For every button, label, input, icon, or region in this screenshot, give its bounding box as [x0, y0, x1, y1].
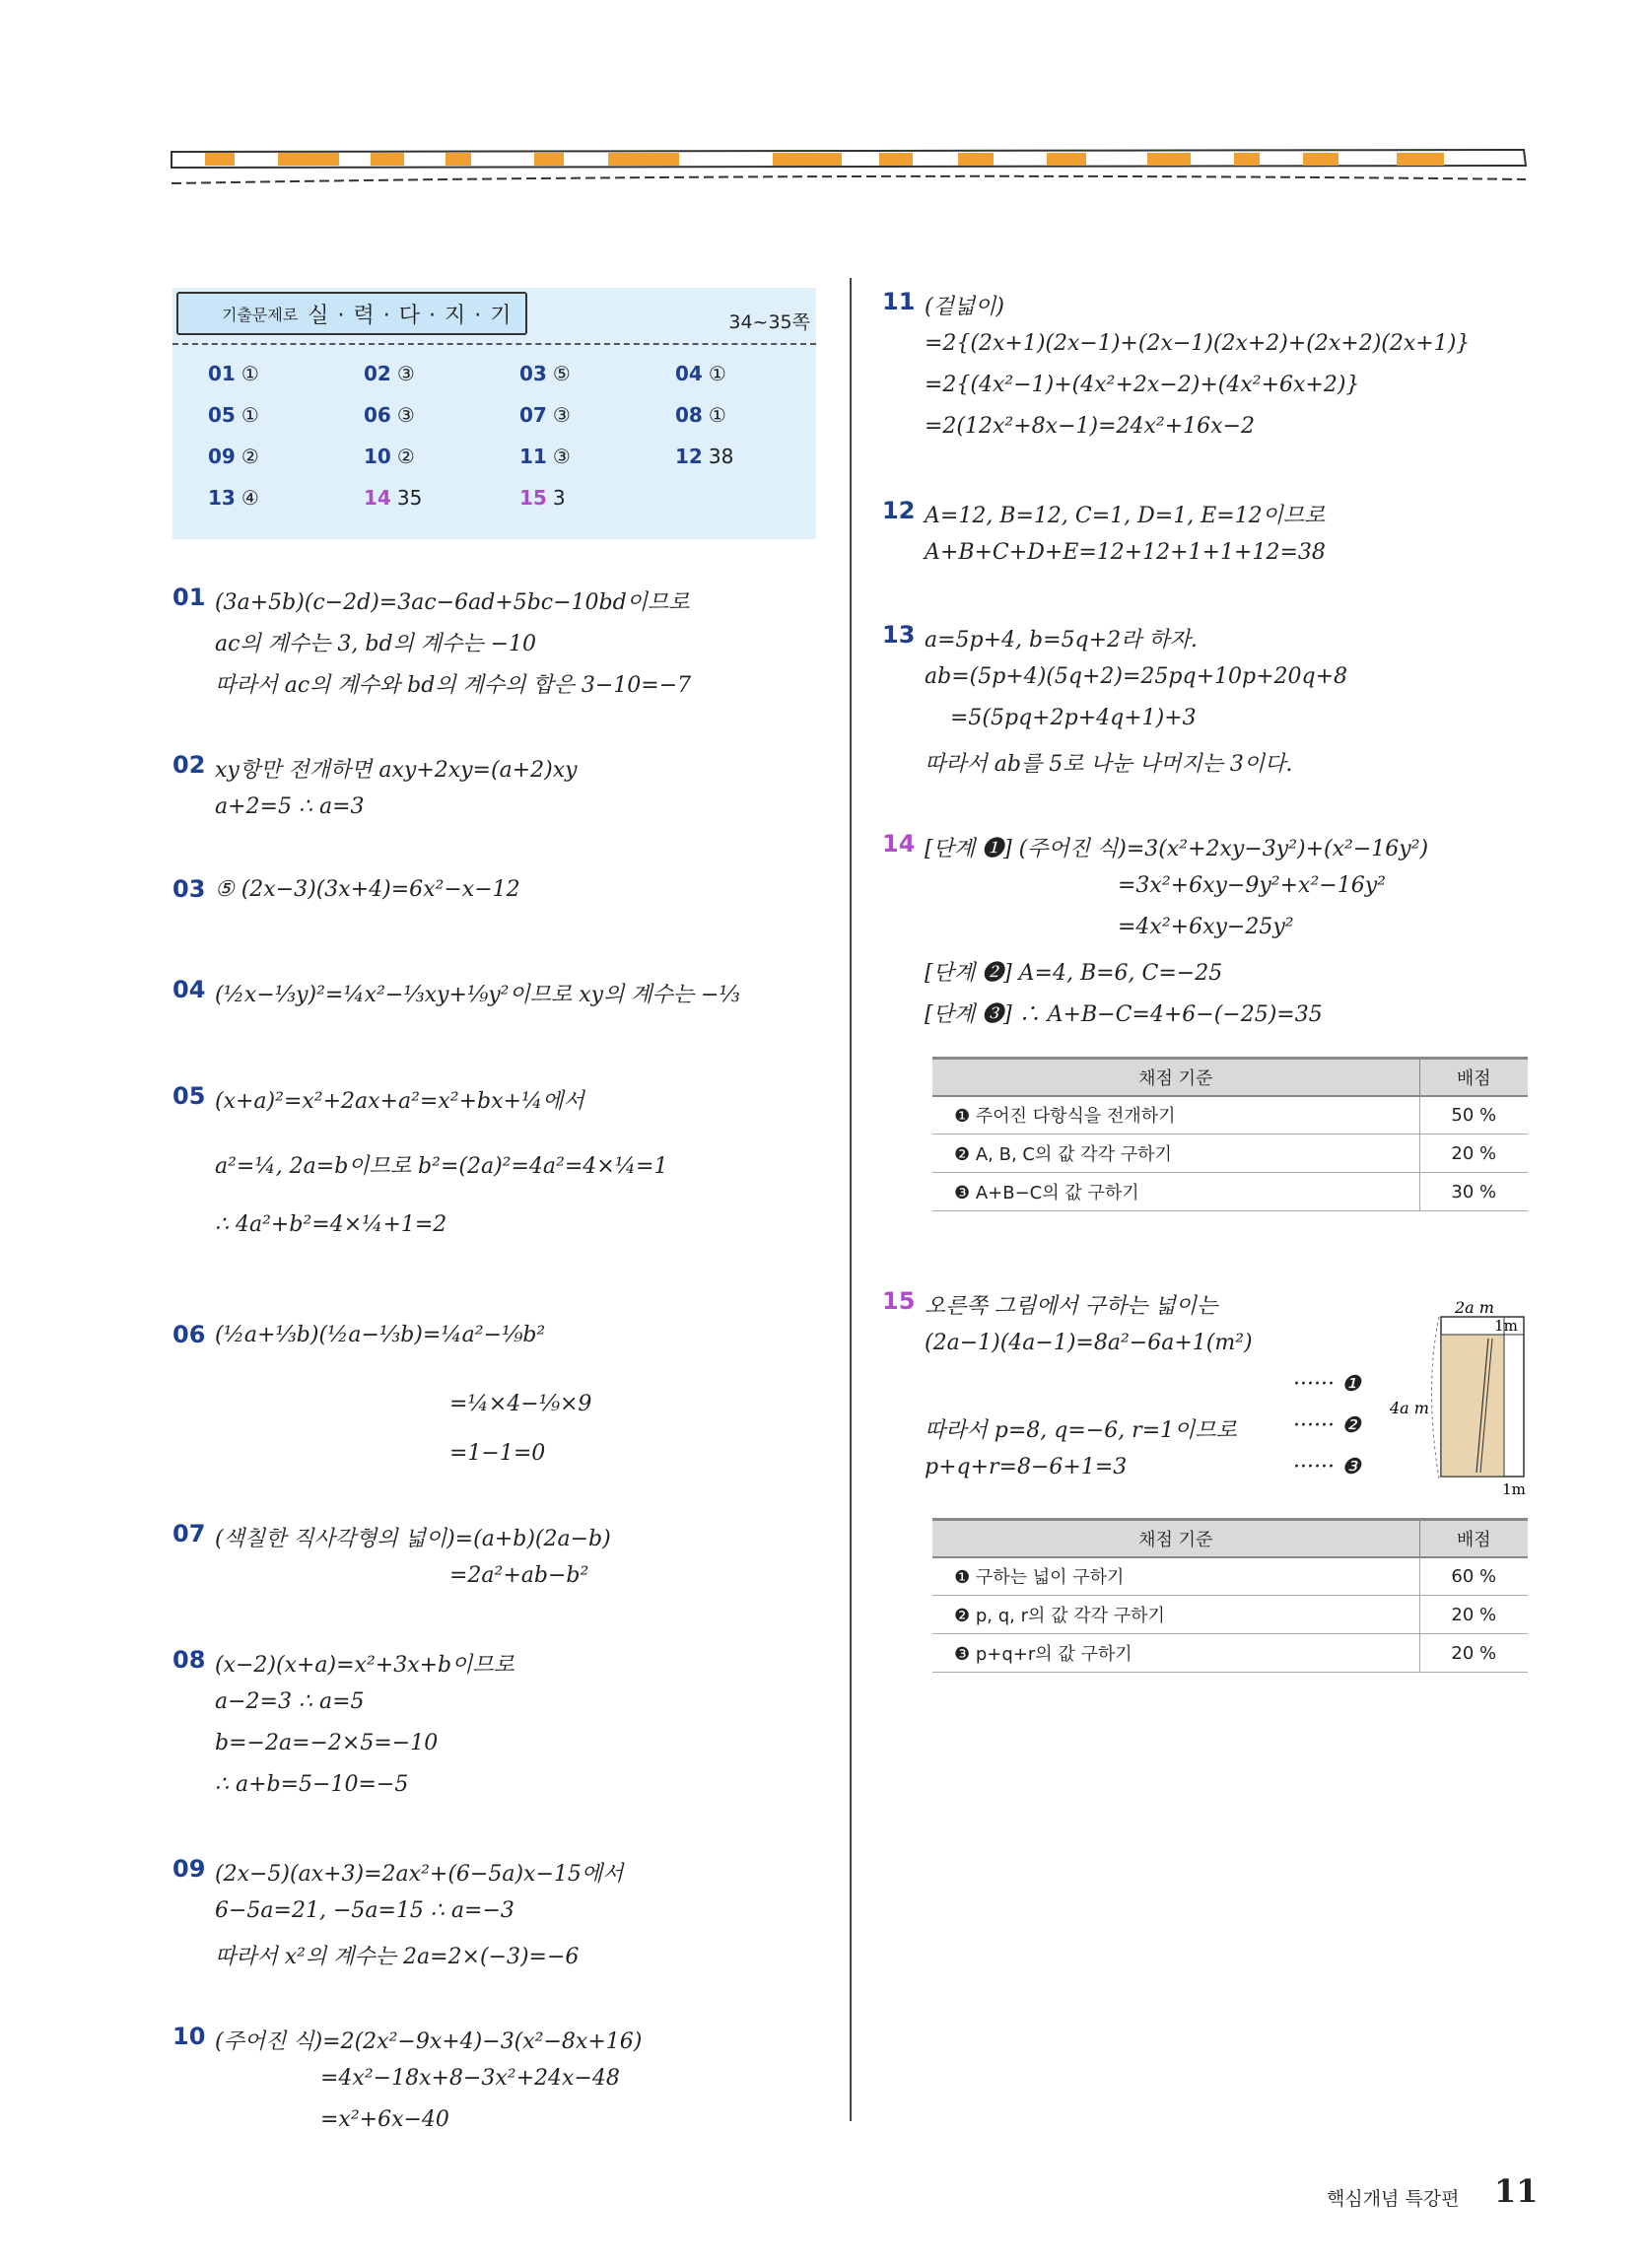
- problem-06-line2: =¼×4−⅑×9: [449, 1392, 592, 1416]
- problem-07-line2: =2a²+ab−b²: [449, 1563, 589, 1588]
- answer-key-label-big: 실 · 력 · 다 · 지 · 기: [308, 303, 513, 328]
- problem-05-line1: (x+a)²=x²+2ax+a²=x²+bx+¼에서: [215, 1089, 584, 1114]
- problem-number: 12: [882, 497, 916, 524]
- answer-number: 11: [519, 445, 547, 468]
- problem-15-line3: 따라서 p=8, q=−6, r=1이므로: [925, 1418, 1237, 1443]
- table-row: [932, 1173, 1528, 1211]
- answer-item: [519, 403, 571, 427]
- problem-14-line1: [단계 ❶] (주어진 식)=3(x²+2xy−3y²)+(x²−16y²): [925, 837, 1429, 861]
- answer-item: [675, 445, 733, 468]
- problem-13-line3: =5(5pq+2p+4q+1)+3: [950, 706, 1197, 730]
- answer-value: ①: [708, 403, 726, 427]
- problem-11-line2: =2{(2x+1)(2x−1)+(2x−1)(2x+2)+(2x+2)(2x+1)}: [925, 331, 1471, 356]
- answer-value: ③: [396, 403, 415, 427]
- problem-05-line3: ∴ 4a²+b²=4×¼+1=2: [215, 1212, 447, 1237]
- answer-value: ①: [240, 403, 259, 427]
- footer-label: 핵심개념 특강편: [1327, 2188, 1460, 2210]
- answer-item: [364, 403, 415, 427]
- answer-item: [519, 445, 571, 468]
- rectangle-figure: [1390, 1299, 1528, 1496]
- answer-value: ⑤: [552, 362, 571, 385]
- answer-number: 08: [675, 403, 703, 427]
- fig-top-label: 2a m: [1455, 1299, 1494, 1317]
- problem-number: 09: [172, 1855, 206, 1883]
- answer-number: 03: [519, 362, 547, 385]
- criterion-cell: ❷ p, q, r의 값 각각 구하기: [932, 1596, 1419, 1634]
- problem-10-line1: (주어진 식)=2(2x²−9x+4)−3(x²−8x+16): [215, 2029, 643, 2054]
- table-row: [932, 1596, 1528, 1634]
- problem-02-line1: xy항만 전개하면 axy+2xy=(a+2)xy: [215, 758, 578, 783]
- problem-08-line3: b=−2a=−2×5=−10: [215, 1731, 439, 1755]
- problem-09-line2: 6−5a=21, −5a=15 ∴ a=−3: [215, 1898, 515, 1923]
- problem-01-line3: 따라서 ac의 계수와 bd의 계수의 합은 3−10=−7: [215, 673, 692, 698]
- criterion-cell: ❸ A+B−C의 값 구하기: [932, 1173, 1419, 1211]
- answer-value: ③: [552, 403, 571, 427]
- problem-15-marker2: ······ ❷: [1293, 1413, 1361, 1438]
- problem-08-line4: ∴ a+b=5−10=−5: [215, 1772, 409, 1797]
- problem-15-line1: 오른쪽 그림에서 구하는 넓이는: [925, 1294, 1218, 1319]
- problem-number: 13: [882, 621, 916, 649]
- problem-06-line3: =1−1=0: [449, 1441, 546, 1466]
- problem-number: 04: [172, 976, 206, 1003]
- answer-key-title: [176, 292, 527, 335]
- criterion-cell: ❶ 구하는 넓이 구하기: [932, 1557, 1419, 1596]
- answer-item: [519, 362, 571, 385]
- problem-08-line2: a−2=3 ∴ a=5: [215, 1689, 365, 1714]
- answer-key-label-small: 기출문제로: [222, 305, 299, 324]
- problem-10-line3: =x²+6x−40: [320, 2107, 449, 2132]
- problem-01-line1: (3a+5b)(c−2d)=3ac−6ad+5bc−10bd이므로: [215, 590, 690, 615]
- problem-03-line1: ⑤ (2x−3)(3x+4)=6x²−x−12: [215, 877, 520, 902]
- answer-number: 02: [364, 362, 391, 385]
- answer-item: [208, 445, 259, 468]
- problem-15-line2: (2a−1)(4a−1)=8a²−6a+1(m²): [925, 1331, 1253, 1355]
- answer-value: ①: [708, 362, 726, 385]
- answer-number: 07: [519, 403, 547, 427]
- problem-number: 05: [172, 1082, 206, 1110]
- answer-value: 3: [552, 486, 566, 510]
- answer-number: 10: [364, 445, 391, 468]
- problem-11-line1: (겉넓이): [925, 295, 1004, 319]
- table-row: [932, 1096, 1528, 1134]
- answer-value: ③: [396, 362, 415, 385]
- column-divider: [850, 278, 852, 2121]
- problem-13-line1: a=5p+4, b=5q+2라 하자.: [925, 628, 1198, 653]
- table-row: [932, 1134, 1528, 1173]
- answer-item: [364, 486, 422, 510]
- problem-12-line1: A=12, B=12, C=1, D=1, E=12이므로: [925, 504, 1326, 528]
- problem-14-line4: [단계 ❷] A=4, B=6, C=−25: [925, 961, 1223, 986]
- answer-value: 35: [396, 486, 423, 510]
- problem-number: 11: [882, 288, 916, 315]
- answer-value: 38: [708, 445, 734, 468]
- points-cell: 30 %: [1419, 1173, 1528, 1211]
- fig-inner-label: 1m: [1494, 1317, 1518, 1335]
- problem-14-line3: =4x²+6xy−25y²: [1118, 915, 1294, 939]
- problem-01-line2: ac의 계수는 3, bd의 계수는 −10: [215, 632, 537, 656]
- answer-item: [208, 403, 259, 427]
- scoring-table-15: [932, 1518, 1528, 1673]
- fig-bottom-label: 1m: [1502, 1480, 1526, 1496]
- shaded-region: [1441, 1335, 1504, 1477]
- answer-number: 13: [208, 486, 236, 510]
- problem-15-line4: p+q+r=8−6+1=3: [925, 1455, 1128, 1479]
- problem-number: 02: [172, 751, 206, 779]
- answer-key-box: [172, 288, 816, 539]
- problem-number: 15: [882, 1287, 916, 1315]
- problem-14-line5: [단계 ❸] ∴ A+B−C=4+6−(−25)=35: [925, 1002, 1323, 1027]
- answer-number: 04: [675, 362, 703, 385]
- answer-number: 14: [364, 486, 391, 510]
- problem-number: 06: [172, 1321, 206, 1348]
- header-decoration: [170, 144, 1528, 193]
- answer-item: [208, 362, 259, 385]
- problem-12-line2: A+B+C+D+E=12+12+1+1+12=38: [925, 540, 1326, 565]
- answer-number: 09: [208, 445, 236, 468]
- answer-value: ②: [396, 445, 415, 468]
- answer-number: 12: [675, 445, 703, 468]
- page-number: 11: [1494, 2172, 1539, 2210]
- answer-value: ④: [240, 486, 259, 510]
- answer-key-pages: 34~35쪽: [728, 311, 810, 333]
- criterion-cell: ❶ 주어진 다항식을 전개하기: [932, 1096, 1419, 1134]
- problem-10-line2: =4x²−18x+8−3x²+24x−48: [320, 2066, 620, 2091]
- criterion-cell: ❸ p+q+r의 값 구하기: [932, 1634, 1419, 1673]
- fig-side-label: 4a m: [1390, 1399, 1429, 1417]
- answer-number: 01: [208, 362, 236, 385]
- problem-number: 14: [882, 830, 916, 858]
- problem-number: 08: [172, 1646, 206, 1674]
- answer-item: [208, 486, 259, 510]
- table-header: 채점 기준: [932, 1520, 1419, 1557]
- answer-item: [675, 403, 726, 427]
- problem-02-line2: a+2=5 ∴ a=3: [215, 794, 365, 819]
- scoring-table-14: [932, 1057, 1528, 1211]
- answer-item: [675, 362, 726, 385]
- problem-15-marker1: ······ ❶: [1293, 1372, 1361, 1397]
- table-row: [932, 1634, 1528, 1673]
- problem-13-line2: ab=(5p+4)(5q+2)=25pq+10p+20q+8: [925, 664, 1348, 689]
- problem-number: 03: [172, 875, 206, 903]
- points-cell: 60 %: [1419, 1557, 1528, 1596]
- problem-07-line1: (색칠한 직사각형의 넓이)=(a+b)(2a−b): [215, 1527, 611, 1551]
- answer-item: [519, 486, 566, 510]
- table-header: 배점: [1419, 1520, 1528, 1557]
- problem-number: 01: [172, 584, 206, 611]
- problem-06-line1: (½a+⅓b)(½a−⅓b)=¼a²−⅑b²: [215, 1323, 546, 1347]
- problem-14-line2: =3x²+6xy−9y²+x²−16y²: [1118, 873, 1386, 898]
- table-header: 채점 기준: [932, 1059, 1419, 1096]
- problem-13-line4: 따라서 ab를 5로 나눈 나머지는 3이다.: [925, 752, 1293, 777]
- table-header: 배점: [1419, 1059, 1528, 1096]
- answer-number: 15: [519, 486, 547, 510]
- table-row: [932, 1557, 1528, 1596]
- problem-09-line3: 따라서 x²의 계수는 2a=2×(−3)=−6: [215, 1945, 580, 1969]
- points-cell: 20 %: [1419, 1634, 1528, 1673]
- problem-number: 07: [172, 1520, 206, 1547]
- answer-value: ③: [552, 445, 571, 468]
- answer-number: 06: [364, 403, 391, 427]
- answer-value: ①: [240, 362, 259, 385]
- points-cell: 20 %: [1419, 1596, 1528, 1634]
- problem-11-line4: =2(12x²+8x−1)=24x²+16x−2: [925, 414, 1256, 439]
- points-cell: 20 %: [1419, 1134, 1528, 1173]
- criterion-cell: ❷ A, B, C의 값 각각 구하기: [932, 1134, 1419, 1173]
- problem-04-line1: (½x−⅓y)²=¼x²−⅓xy+⅑y²이므로 xy의 계수는 −⅓: [215, 983, 740, 1007]
- problem-15-marker3: ······ ❸: [1293, 1455, 1361, 1479]
- answer-key-divider: [172, 343, 816, 345]
- points-cell: 50 %: [1419, 1096, 1528, 1134]
- answer-item: [364, 362, 415, 385]
- answer-number: 05: [208, 403, 236, 427]
- problem-08-line1: (x−2)(x+a)=x²+3x+b이므로: [215, 1653, 515, 1678]
- answer-item: [364, 445, 415, 468]
- problem-number: 10: [172, 2023, 206, 2050]
- problem-11-line3: =2{(4x²−1)+(4x²+2x−2)+(4x²+6x+2)}: [925, 373, 1360, 397]
- answer-value: ②: [240, 445, 259, 468]
- problem-05-line2: a²=¼, 2a=b이므로 b²=(2a)²=4a²=4×¼=1: [215, 1154, 668, 1179]
- problem-09-line1: (2x−5)(ax+3)=2ax²+(6−5a)x−15에서: [215, 1862, 624, 1887]
